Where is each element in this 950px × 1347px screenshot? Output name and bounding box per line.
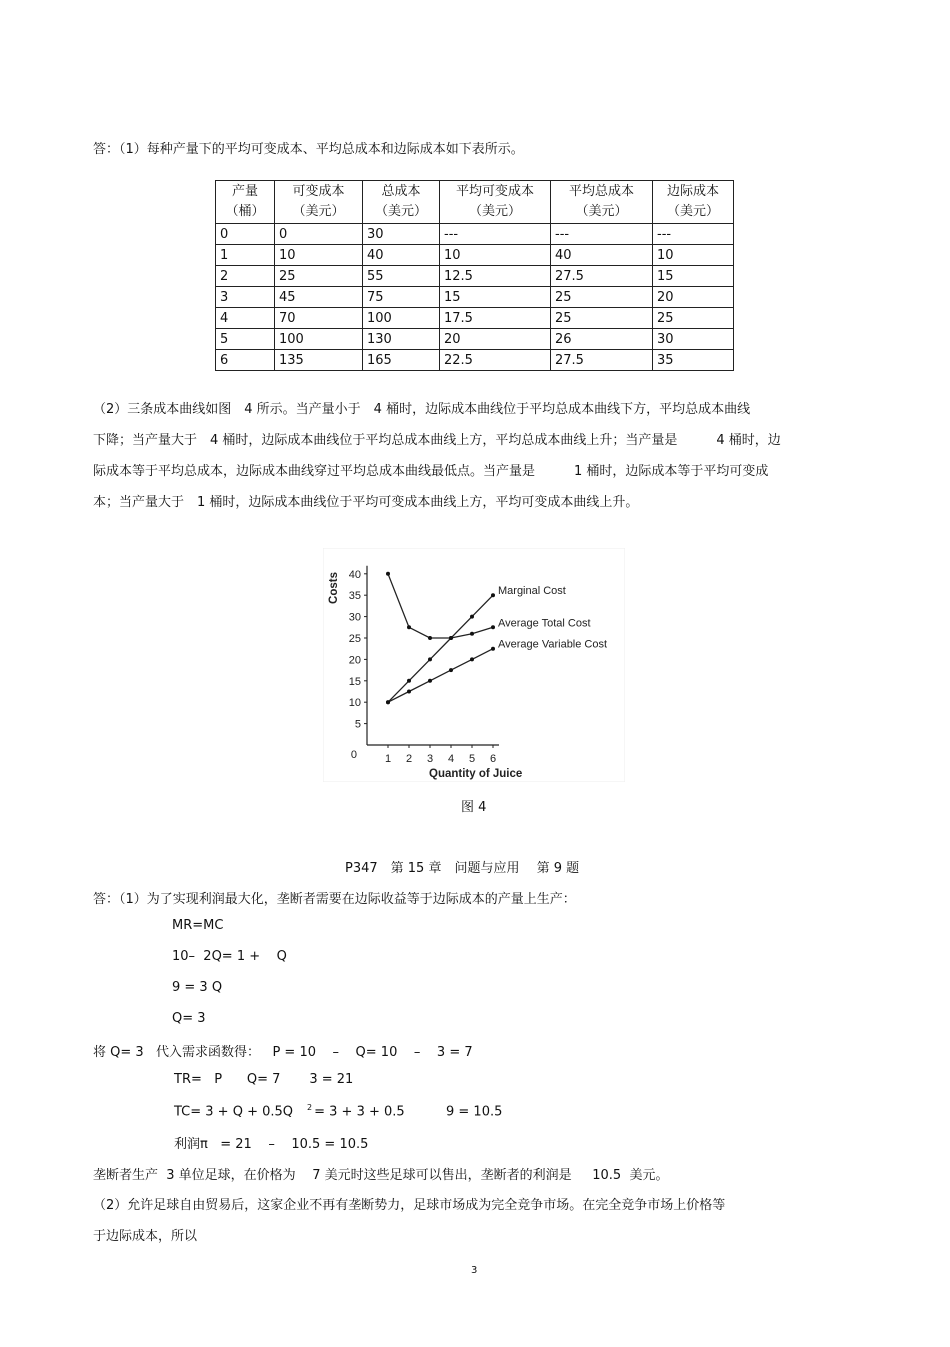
- part2-line-2: 于边际成本，所以: [93, 1229, 198, 1244]
- x-axis-title: Quantity of Juice: [429, 768, 523, 780]
- x-tick-label: 3: [426, 753, 434, 765]
- x-tick-label: 1: [384, 753, 392, 765]
- table-header-cell: 平均可变成本 （美元）: [440, 181, 551, 224]
- profit-line: 利润π = 21 – 10.5 = 10.5: [174, 1137, 369, 1152]
- total-revenue-line: TR= P Q= 7 3 = 21: [174, 1072, 354, 1087]
- table-row: 2 25 55 12.5 27.5 15: [216, 266, 734, 287]
- equation-4: Q= 3: [172, 1011, 206, 1026]
- average-total-cost-point: [428, 636, 432, 640]
- chart-frame: [323, 548, 625, 782]
- marginal-cost-point: [470, 615, 474, 619]
- table-row: 0 0 30 --- --- ---: [216, 224, 734, 245]
- table-header-cell: 产量 （桶）: [216, 181, 275, 224]
- marginal-cost-legend-label: Marginal Cost: [498, 585, 566, 598]
- para2-line-4: 本；当产量大于 1 桶时，边际成本曲线位于平均可变成本曲线上方，平均可变成本曲线上升。: [93, 495, 639, 510]
- table-header-cell: 平均总成本 （美元）: [551, 181, 653, 224]
- average-total-cost-point: [470, 632, 474, 636]
- y-tick-label: 5: [354, 718, 361, 731]
- y-tick-label: 10: [348, 697, 361, 710]
- total-cost-line: TC= 3 + Q + 0.5Q $^2$ = 3 + 3 + 0.5 9 = 10.5: [174, 1103, 503, 1120]
- table-header-row: [216, 181, 734, 224]
- y-axis-title: Costs: [328, 572, 340, 604]
- table-row: 3 45 75 15 25 20: [216, 287, 734, 308]
- average-variable-cost-point: [407, 690, 411, 694]
- x-tick-label: 4: [447, 753, 455, 765]
- answer-2-intro: 答：（1）为了实现利润最大化，垄断者需要在边际收益等于边际成本的产量上生产：: [93, 892, 576, 907]
- cost-table: [215, 180, 734, 371]
- equation-mr-mc: MR=MC: [172, 918, 224, 933]
- part2-line-1: （2）允许足球自由贸易后，这家企业不再有垄断势力，足球市场成为完全竞争市场。在完全竞争市场上价格等: [93, 1198, 726, 1213]
- section-heading: P347 第 15 章 问题与应用 第 9 题: [345, 861, 580, 876]
- x-tick-label: 2: [405, 753, 413, 765]
- cost-curves-chart: [323, 548, 625, 782]
- answer-1-intro: 答：（1）每种产量下的平均可变成本、平均总成本和边际成本如下表所示。: [93, 142, 524, 157]
- table-row: 1 10 40 10 40 10: [216, 245, 734, 266]
- average-variable-cost-point: [386, 700, 390, 704]
- para2-line-3: 际成本等于平均总成本，边际成本曲线穿过平均总成本曲线最低点。当产量是 1 桶时，边际成本等于平均可变成: [93, 464, 769, 479]
- equation-3: 9 = 3 Q: [172, 980, 223, 995]
- page-number: 3: [471, 1265, 478, 1276]
- y-tick-label: 15: [348, 675, 361, 688]
- conclusion-line: 垄断者生产 3 单位足球，在价格为 7 美元时这些足球可以售出，垄断者的利润是 10.5 美元。: [93, 1168, 669, 1183]
- average-variable-cost-point: [491, 647, 495, 651]
- table-header-cell: 可变成本 （美元）: [275, 181, 363, 224]
- average-total-cost-point: [386, 572, 390, 576]
- para2-line-2: 下降；当产量大于 4 桶时，边际成本曲线位于平均总成本曲线上方，平均总成本曲线上升；当产量是 4 桶时，边: [93, 433, 781, 448]
- table-header-cell: 总成本 （美元）: [363, 181, 440, 224]
- para2-line-1: （2）三条成本曲线如图 4 所示。当产量小于 4 桶时，边际成本曲线位于平均总成本曲线下方，平均总成本曲线: [93, 402, 751, 417]
- average-variable-cost-point: [449, 668, 453, 672]
- table-header-cell: 边际成本 （美元）: [653, 181, 734, 224]
- y-tick-label: 30: [348, 611, 361, 624]
- marginal-cost-point: [491, 593, 495, 597]
- x-tick-label: 5: [468, 753, 476, 765]
- equation-2: 10– 2Q= 1 + Q: [172, 949, 287, 964]
- average-total-cost-point: [491, 625, 495, 629]
- substitution-line: 将 Q= 3 代入需求函数得： P = 10 – Q= 10 – 3 = 7: [93, 1045, 473, 1060]
- average-variable-cost-legend-label: Average Variable Cost: [498, 638, 608, 651]
- table-row: 4 70 100 17.5 25 25: [216, 308, 734, 329]
- y-tick-label: 35: [348, 590, 361, 603]
- average-total-cost-point: [407, 625, 411, 629]
- origin-label: 0: [350, 749, 357, 761]
- y-tick-label: 20: [348, 654, 361, 667]
- marginal-cost-point: [407, 679, 411, 683]
- average-variable-cost-point: [428, 679, 432, 683]
- average-total-cost-legend-label: Average Total Cost: [498, 617, 591, 630]
- average-total-cost-point: [449, 636, 453, 640]
- figure-caption: 图 4: [461, 800, 487, 815]
- x-tick-label: 6: [489, 753, 497, 765]
- y-tick-label: 25: [348, 633, 361, 645]
- marginal-cost-point: [428, 657, 432, 661]
- y-tick-label: 40: [348, 568, 361, 581]
- table-row: 6 135 165 22.5 27.5 35: [216, 350, 734, 371]
- average-variable-cost-point: [470, 657, 474, 661]
- table-row: 5 100 130 20 26 30: [216, 329, 734, 350]
